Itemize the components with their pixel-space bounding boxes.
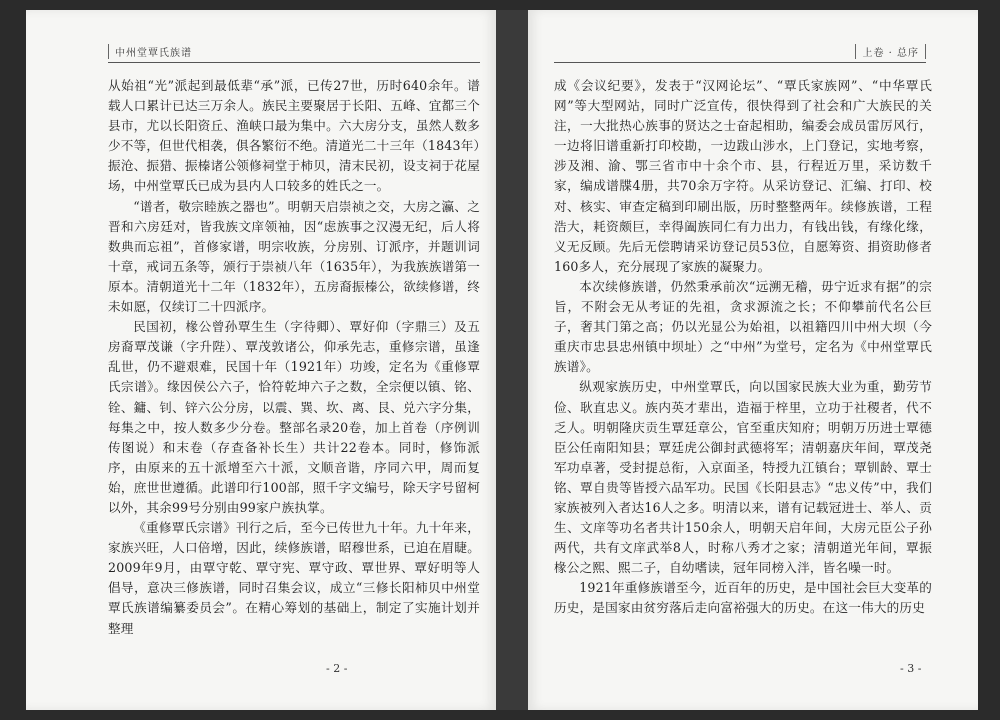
right-page-body — [554, 76, 932, 619]
paragraph-1: 成《会议纪要》，发表于“汉网论坛”、“覃氏家族网”、“中华覃氏网”等大型网站，同时广泛宣传，很快得到了社会和广大族民的关注，一大批热心族事的贤达之士奋起相助，编委会成员雷厉风行，一边将旧谱重新打印校勘，一边跋山涉水，上门登记，实地考察，涉及湘、渝、鄂三省市中十余个市、县，行程近万里，采访数千家，编成谱牒4册，共70余万字符。从采访登记、汇编、打印、校对、核实、审查定稿到印刷出版，历时整整两年。续修族谱，工程浩大，耗资颇巨，幸得阖族同仁有力出力，有钱出钱，有缘化缘，义无反顾。先后无偿聘请采访登记员53位，自愿筹资、捐资助修者160多人，充分展现了家族的凝聚力。 — [554, 78, 932, 274]
paragraph-4: 1921年重修族谱至今，近百年的历史，是中国社会巨大变革的历史，是国家由贫穷落后走向富裕强大的历史。在这一伟大的历史 — [554, 580, 932, 616]
page-number-left: - 2 - — [326, 662, 348, 675]
running-header-right: 上卷 · 总序 — [855, 44, 926, 59]
right-page — [528, 10, 978, 710]
paragraph-2: “谱者，敬宗睦族之器也”。明朝天启崇祯之交，大房之瀛、之晋和六房廷对，皆我族文庠领袖，因“虑族事之汉漫无纪，后人将数典而忘祖”，首修家谱，明宗收族，分房别、订派序，并题训词十章，戒词五条等，颁行于崇祯八年（1635年），为我族族谱第一原本。清朝道光十二年（1832年），五房裔振榛公，欲续修谱，终未如愿，仅续订二十四派序。 — [108, 198, 480, 315]
left-page — [26, 10, 496, 710]
header-rule-left — [108, 62, 480, 63]
paragraph-2: 本次续修族谱，仍然秉承前次“远溯无稽，毋宁近求有据”的宗旨，不附会无从考证的先祖，贪求源流之长；不仰攀前代名公巨子，奢其门第之高；仍以光显公为始祖，以祖籍四川中州大坝（今重庆市忠县忠州镇中坝址）之“中州”为堂号，定名为《中州堂覃氏族谱》。 — [554, 278, 932, 375]
left-page-body — [108, 76, 480, 639]
header-rule-right — [554, 62, 926, 63]
paragraph-3: 纵观家族历史，中州堂覃氏，向以国家民族大业为重，勤劳节俭、耿直忠义。族内英才辈出，造福于梓里，立功于社稷者，代不乏人。明朝隆庆贡生覃廷章公，官至重庆知府；明朝万历进士覃德臣公任南阳知县；覃廷虎公御封武德将军；清朝嘉庆年间，覃茂尧军功卓著，受封提总衔，入京面圣，特授九江镇台；覃钏龄、覃士铭、覃自贵等皆授六品军功。民国《长阳县志》“忠义传”中，我们家族被列入者达16人之多。明清以来，谱有记载冠进士、举人、贡生、文庠等功名者共计150余人，明朝天启年间，大房元臣公子孙两代，共有文庠武举8人，时称八秀才之家；清朝道光年间，覃振椽公之熙、熙二子，自幼嗜读，冠年同榜入泮，皆名噪一时。 — [554, 379, 932, 576]
running-header-left: 中州堂覃氏族谱 — [108, 44, 192, 59]
paragraph-1: 从始祖“光”派起到最低辈“承”派，已传27世，历时640余年。谱载人口累计已达三万余人。族民主要聚居于长阳、五峰、宜都三个县市，尤以长阳资丘、渔峡口最为集中。六大房分支，虽然人数多少不等，但世代相袭，俱各繁衍不绝。清道光二十三年（1843年）振沧、振猎、振榛诸公领修祠堂于柿贝，清末民初，设支祠于花屋场，中州堂覃氏已成为县内人口较多的姓氏之一。 — [108, 78, 480, 194]
book-gutter — [496, 10, 528, 710]
page-number-right: - 3 - — [900, 662, 922, 675]
paragraph-3: 民国初，椽公曾孙覃生生（字待卿）、覃好仰（字鼎三）及五房裔覃茂谦（字升陛）、覃茂敦诸公，仰承先志，重修宗谱，虽逢乱世，仍不避艰难，民国十年（1921年）功竣，定名为《重修覃氏宗谱》。缘因侯公六子，恰符乾坤六子之数，全宗便以镇、铭、铨、鏞、钊、锌六公分房，以震、巽、坎、离、艮、兑六字分集，每集之中，按人数多少分卷。整部名录20卷，加上首卷（序例训传图说）和末卷（存查备补长生）共计22卷本。同时，修饰派序，由原来的五十派增至六十派，文顺音谐，序同六甲，周而复始，庶世世遵循。此谱印行100部，照千字文编号，除天字号留柯以外，其余99号分别由99家户族执掌。 — [108, 319, 480, 515]
paragraph-4: 《重修覃氏宗谱》刊行之后，至今已传世九十年。九十年来，家族兴旺，人口倍增，因此，续修族谱，昭穆世系，已迫在眉睫。2009年9月，由覃守乾、覃守宪、覃守政、覃世界、覃好明等人倡导，意决三修族谱，同时召集会议，成立“三修长阳柿贝中州堂覃氏族谱编纂委员会”。在精心筹划的基础上，制定了实施计划并整理 — [108, 520, 480, 636]
